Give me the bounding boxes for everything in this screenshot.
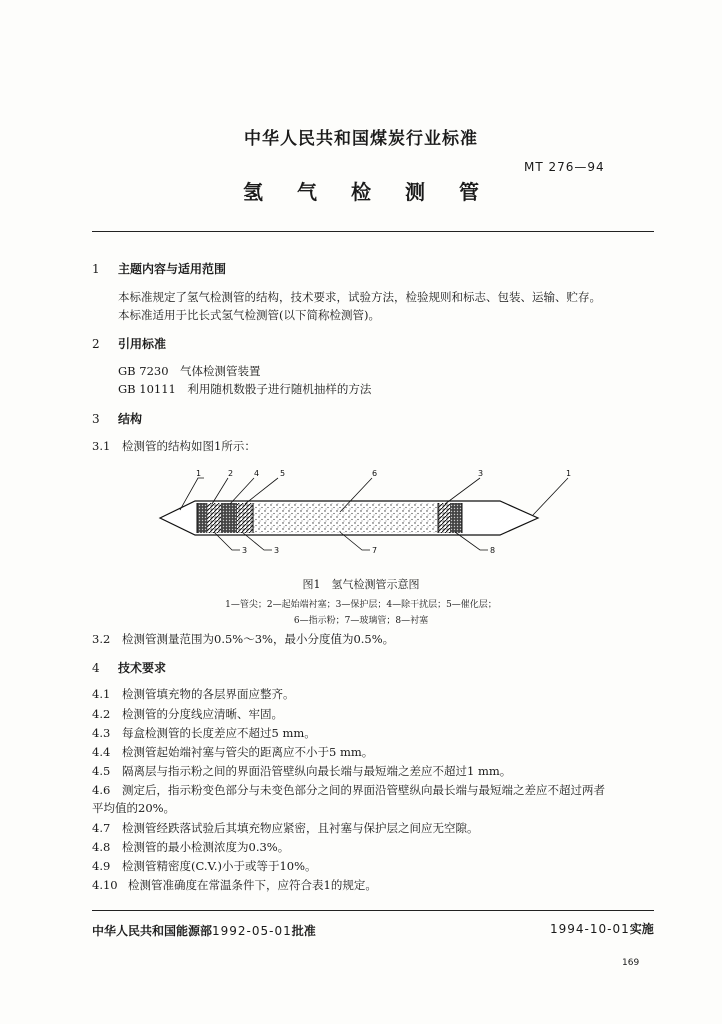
item-number: 4.8 [92, 840, 111, 854]
item-4-6 [92, 782, 605, 798]
item-text: 检测管填充物的各层界面应整齐。 [122, 687, 295, 701]
item-number: 4.2 [92, 707, 111, 721]
issue-date: 1992-05-01 [212, 924, 292, 938]
issuer-name: 中华人民共和国能源部 [92, 924, 213, 938]
item-number: 4.9 [92, 859, 111, 873]
item-3-2 [92, 631, 394, 647]
item-number: 4.10 [92, 878, 118, 892]
item-4-6-continuation: 平均值的20%。 [92, 801, 176, 815]
section-title: 主题内容与适用范围 [118, 262, 227, 276]
figure-label: 1 [566, 469, 572, 478]
section-2-heading [92, 335, 166, 352]
item-4-5 [92, 763, 511, 779]
item-number: 4.7 [92, 821, 111, 835]
section-4-heading [92, 659, 166, 676]
reference-gb7230: GB 7230 气体检测管装置 [118, 364, 261, 378]
item-3-1 [92, 438, 256, 454]
document-title: 氢气检测管 [243, 180, 513, 204]
item-4-2 [92, 706, 283, 722]
figure-label: 4 [254, 469, 260, 478]
item-number: 3.1 [92, 439, 111, 453]
section-1-paragraph-2: 本标准适用于比长式氢气检测管(以下简称检测管)。 [118, 308, 380, 322]
standard-code: MT 276—94 [524, 160, 605, 174]
section-number: 1 [92, 262, 100, 276]
item-number: 4.3 [92, 726, 111, 740]
figure-label: 3 [242, 546, 248, 555]
figure-label: 7 [372, 546, 378, 555]
figure-label: 3 [478, 469, 484, 478]
item-text: 检测管测量范围为0.5%～3%，最小分度值为0.5%。 [122, 632, 395, 646]
item-4-7 [92, 820, 479, 836]
item-text: 检测管的最小检测浓度为0.3%。 [122, 840, 290, 854]
page-number: 169 [622, 958, 640, 968]
item-number: 4.4 [92, 745, 111, 759]
section-3-heading [92, 410, 142, 427]
implementation-line [550, 920, 654, 937]
figure-legend-line-2: 6—指示粉；7—玻璃管；8—衬塞 [293, 616, 429, 626]
item-number: 4.5 [92, 764, 111, 778]
figure-label: 5 [280, 469, 286, 478]
item-4-9 [92, 858, 317, 874]
catalyst-layer [237, 503, 253, 533]
section-number: 4 [92, 661, 100, 675]
protective-layer-end [438, 503, 450, 533]
section-title: 引用标准 [118, 337, 167, 351]
section-title: 技术要求 [118, 661, 167, 675]
item-4-8 [92, 839, 289, 855]
section-number: 2 [92, 337, 100, 351]
figure-label: 8 [490, 546, 496, 555]
item-4-1 [92, 686, 295, 702]
protective-layer [207, 503, 221, 533]
item-text: 检测管准确度在常温条件下，应符合表1的规定。 [128, 878, 377, 892]
item-text: 检测管的结构如图1所示： [122, 439, 256, 453]
start-plug-layer [197, 503, 207, 533]
section-1-paragraph-1: 本标准规定了氢气检测管的结构，技术要求，试验方法，检验规则和标志、包装、运输、贮存。 [118, 290, 601, 304]
item-text: 检测管精密度(C.V.)小于或等于10%。 [122, 859, 317, 873]
figure-legend-line-1: 1—管尖；2—起始端衬塞；3—保护层；4—除干扰层；5—催化层； [225, 600, 497, 610]
item-number: 4.1 [92, 687, 111, 701]
section-number: 3 [92, 412, 100, 426]
item-text: 检测管起始端衬塞与管尖的距离应不小于5 mm。 [122, 745, 374, 759]
end-plug-layer [450, 503, 462, 533]
item-text: 隔离层与指示粉之间的界面沿管壁纵向最长端与最短端之差应不超过1 mm。 [122, 764, 512, 778]
item-text: 检测管的分度线应清晰、牢固。 [122, 707, 283, 721]
figure-label: 1 [196, 469, 202, 478]
item-4-10 [92, 877, 377, 893]
section-title: 结构 [118, 412, 143, 426]
item-4-3 [92, 725, 316, 741]
item-text: 测定后，指示粉变色部分与未变色部分之间的界面沿管壁纵向最长端与最短端之差应不超过两者 [122, 783, 605, 797]
figure-label: 2 [228, 469, 234, 478]
issuer-line [92, 922, 316, 939]
item-text: 每盒检测管的长度差应不超过5 mm。 [122, 726, 316, 740]
issue-suffix: 批准 [291, 924, 316, 938]
footer-rule [92, 910, 654, 911]
standard-org-header: 中华人民共和国煤炭行业标准 [244, 129, 478, 149]
figure-caption: 图1 氢气检测管示意图 [302, 578, 420, 591]
item-4-4 [92, 744, 373, 760]
figure-label: 6 [372, 469, 378, 478]
figure-label: 3 [274, 546, 280, 555]
reference-gb10111: GB 10111 利用随机数骰子进行随机抽样的方法 [118, 382, 372, 396]
item-number: 3.2 [92, 632, 111, 646]
hydrogen-detector-tube-diagram [150, 468, 570, 563]
interference-removal-layer [221, 503, 237, 533]
item-number: 4.6 [92, 783, 111, 797]
implementation-date: 1994-10-01 [550, 922, 630, 936]
indicator-powder-layer [253, 503, 438, 533]
header-rule [92, 231, 654, 232]
item-text: 检测管经跌落试验后其填充物应紧密，且衬塞与保护层之间应无空隙。 [122, 821, 479, 835]
implementation-suffix: 实施 [629, 922, 654, 936]
section-1-heading [92, 260, 226, 277]
